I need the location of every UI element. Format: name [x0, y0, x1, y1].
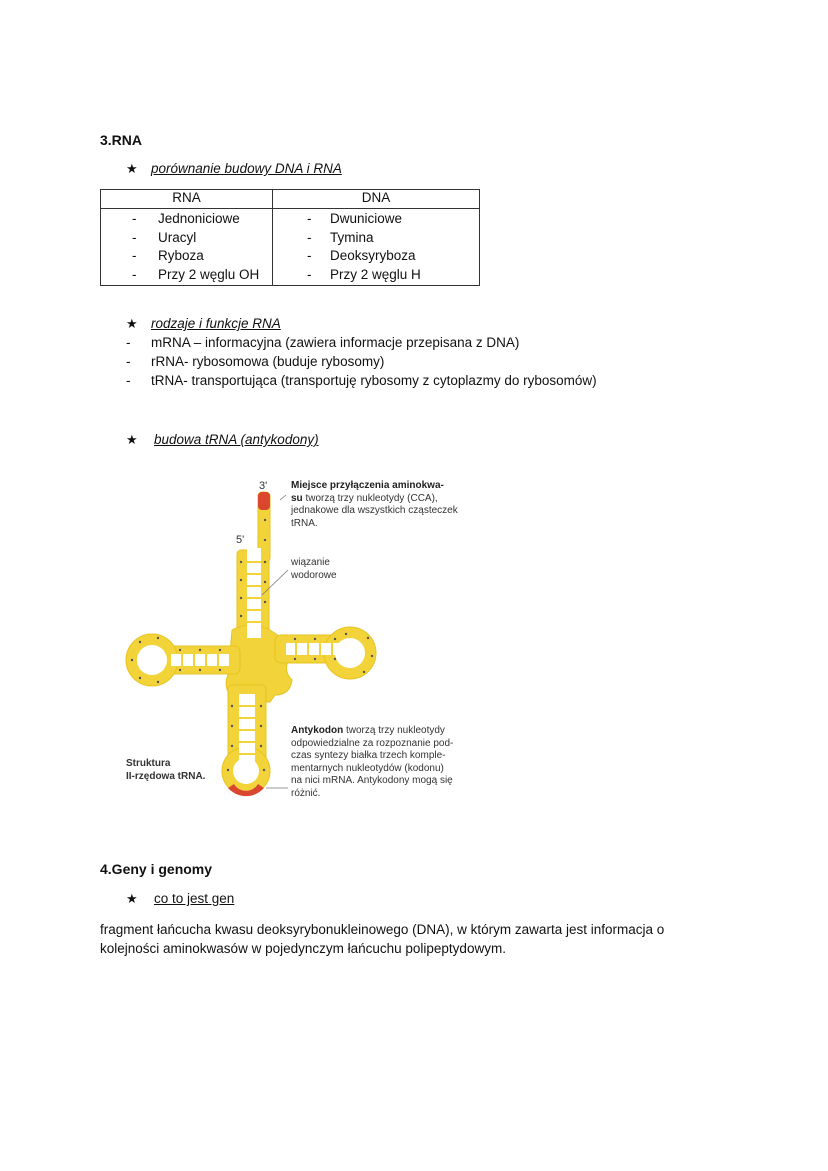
- cca-end-marker: [258, 492, 270, 510]
- comparison-table: [100, 189, 480, 286]
- attachment-site-label: Miejsce przyłączenia aminokwa- su tworzą trzy nukleotydy (CCA), jednakowe dla wszystkich cząsteczek tRNA.: [291, 480, 458, 529]
- star-icon: ★: [126, 432, 138, 447]
- hydrogen-bond-label: wiązanie wodorowe: [291, 557, 337, 581]
- list-item: - Ryboza: [132, 248, 204, 264]
- list-item: - Przy 2 węglu OH: [132, 266, 260, 282]
- star-icon: ★: [126, 161, 138, 176]
- bullet-comparison: porównanie budowy DNA i RNA: [151, 161, 342, 176]
- table-header-rna: RNA: [101, 190, 273, 209]
- star-icon: ★: [126, 316, 138, 331]
- bullet-trna-structure: budowa tRNA (antykodony): [154, 432, 319, 447]
- anticodon-label: Antykodon tworzą trzy nukleotydy odpowiedzialne za rozpoznanie pod- czas syntezy białka trzech komple- mentarnych nukleotydów (kodonu) na nici mRNA. Antykodony mogą się różnić.: [291, 725, 454, 799]
- dna-column: [273, 209, 480, 286]
- bullet-what-is-gene: co to jest gen: [154, 891, 235, 906]
- rna-type-mrna: mRNA – informacyjna (zawiera informacje przepisana z DNA): [151, 335, 520, 350]
- rna-type-trna: tRNA- transportująca (transportuję rybosomy z cytoplazmy do rybosomów): [151, 373, 597, 388]
- list-item: - Dwuniciowe: [307, 211, 403, 226]
- section-heading-rna: 3.RNA: [100, 132, 143, 148]
- bullet-rna-types: rodzaje i funkcje RNA: [151, 316, 281, 331]
- structure-caption: Struktura II-rzędowa tRNA.: [126, 758, 206, 782]
- list-dash: -: [126, 373, 131, 388]
- list-item: - Deoksyryboza: [307, 248, 416, 264]
- section-heading-genes: 4.Geny i genomy: [100, 861, 213, 877]
- list-item: - Tymina: [307, 229, 374, 245]
- rna-type-rrna: rRNA- rybosomowa (buduje rybosomy): [151, 354, 385, 369]
- list-dash: -: [126, 354, 131, 369]
- list-item: - Jednoniciowe: [132, 211, 240, 226]
- gene-definition: fragment łańcucha kwasu deoksyrybonukleinowego (DNA), w którym zawarta jest informacja o kolejności aminokwasów w pojedynczym łańcuchu polipeptydowym.: [100, 922, 665, 956]
- list-item: - Przy 2 węglu H: [307, 266, 421, 282]
- list-item: - Uracyl: [132, 229, 197, 245]
- list-dash: -: [126, 335, 131, 350]
- three-prime-label: 3': [259, 480, 268, 492]
- rna-column: [101, 209, 273, 286]
- table-header-dna: DNA: [273, 190, 480, 209]
- star-icon: ★: [126, 891, 138, 906]
- five-prime-label: 5': [236, 534, 245, 546]
